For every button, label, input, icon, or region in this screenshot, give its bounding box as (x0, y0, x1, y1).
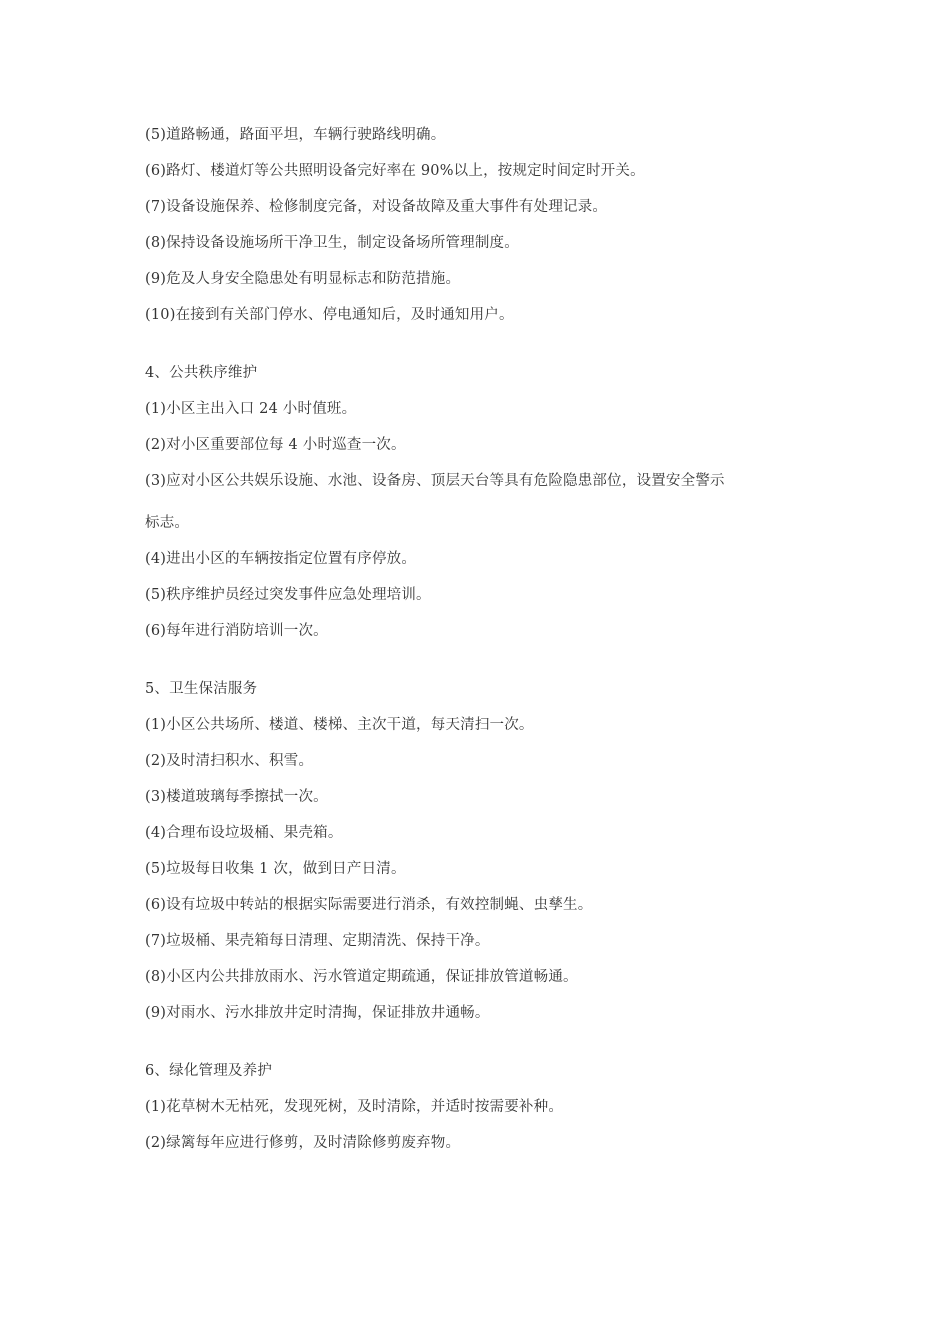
section-5 (145, 678, 825, 1024)
list-item: (1)小区公共场所、楼道、楼梯、主次干道，每天清扫一次。 (145, 717, 534, 733)
section-heading: 6、绿化管理及养护 (145, 1063, 273, 1079)
list-item: (5)垃圾每日收集 1 次，做到日产日清。 (145, 861, 406, 877)
list-item: (5)秩序维护员经过突发事件应急处理培训。 (145, 587, 431, 603)
section-heading: 4、公共秩序维护 (145, 365, 258, 381)
list-item: (6)每年进行消防培训一次。 (145, 623, 328, 639)
section-6 (145, 1060, 825, 1154)
list-item: (10)在接到有关部门停水、停电通知后，及时通知用户。 (145, 307, 514, 323)
list-item: (2)及时清扫积水、积雪。 (145, 753, 314, 769)
list-item: (4)进出小区的车辆按指定位置有序停放。 (145, 551, 417, 567)
list-item: (1)小区主出入口 24 小时值班。 (145, 401, 357, 417)
document-page (145, 124, 825, 1168)
section-heading: 5、卫生保洁服务 (145, 681, 258, 697)
list-item: (1)花草树木无枯死，发现死树，及时清除，并适时按需要补种。 (145, 1099, 564, 1115)
list-item-continuation: 标志。 (145, 515, 190, 531)
list-item: (9)对雨水、污水排放井定时清掏，保证排放井通畅。 (145, 1005, 490, 1021)
list-item: (2)对小区重要部位每 4 小时巡查一次。 (145, 437, 406, 453)
section-4 (145, 362, 825, 642)
list-item: (3)应对小区公共娱乐设施、水池、设备房、顶层天台等具有危险隐患部位，设置安全警示 (145, 473, 725, 489)
list-item: (5)道路畅通，路面平坦，车辆行驶路线明确。 (145, 127, 446, 143)
list-item: (9)危及人身安全隐患处有明显标志和防范措施。 (145, 271, 461, 287)
list-item: (6)路灯、楼道灯等公共照明设备完好率在 90%以上，按规定时间定时开关。 (145, 163, 645, 179)
list-item: (4)合理布设垃圾桶、果壳箱。 (145, 825, 343, 841)
list-item: (7)垃圾桶、果壳箱每日清理、定期清洗、保持干净。 (145, 933, 490, 949)
list-item: (7)设备设施保养、检修制度完备，对设备故障及重大事件有处理记录。 (145, 199, 608, 215)
section-3-tail (145, 124, 825, 326)
list-item: (6)设有垃圾中转站的根据实际需要进行消杀，有效控制蝇、虫孳生。 (145, 897, 593, 913)
list-item: (8)保持设备设施场所干净卫生，制定设备场所管理制度。 (145, 235, 519, 251)
list-item: (3)楼道玻璃每季擦拭一次。 (145, 789, 328, 805)
list-item: (8)小区内公共排放雨水、污水管道定期疏通，保证排放管道畅通。 (145, 969, 578, 985)
list-item: (2)绿篱每年应进行修剪，及时清除修剪废弃物。 (145, 1135, 461, 1151)
